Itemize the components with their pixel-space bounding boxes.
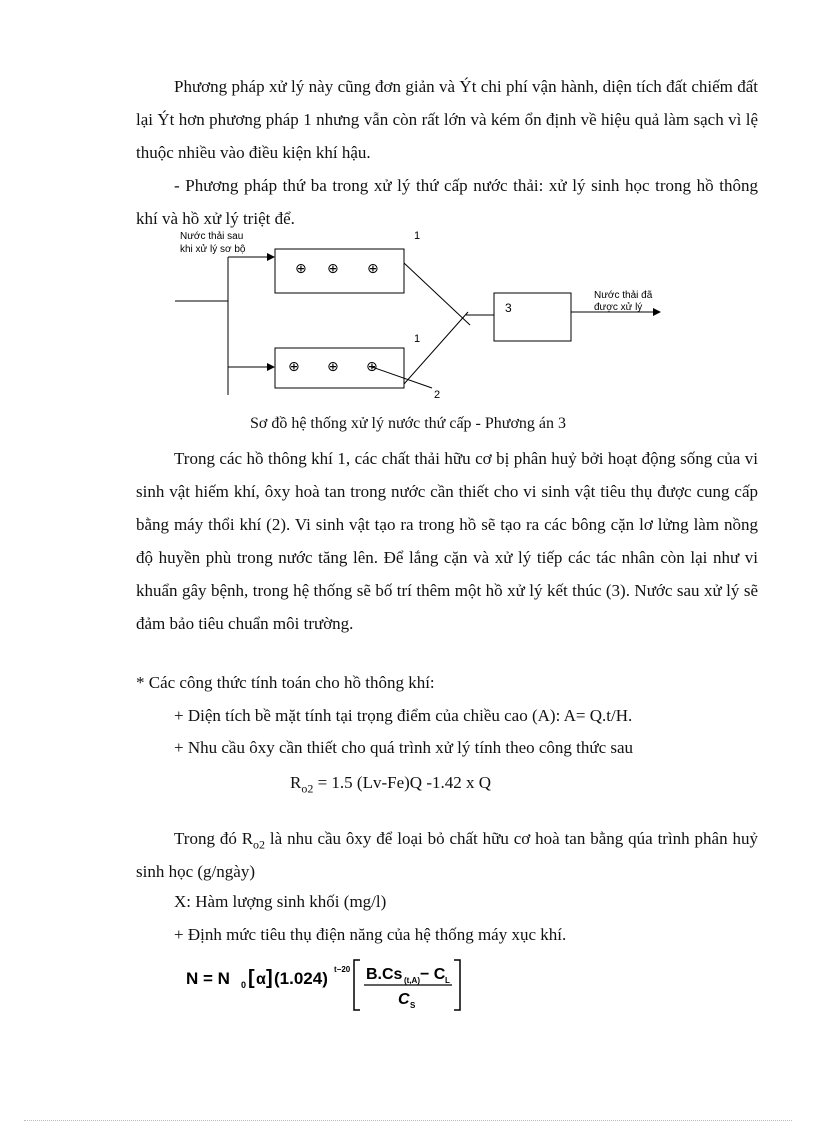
bracket-open: [ xyxy=(248,967,255,989)
paragraph-intro: Phương pháp xử lý này cũng đơn giản và Ýt chi phí vận hành, diện tích đất chiếm đất lại Ýt hơn phương pháp 1 nhưng vẫn còn rất lớn và kém ổn định về hiệu quả làm sạch vì lệ thuộc nhiều vào điều kiện khí hậu. xyxy=(136,77,758,162)
output-label-line2: được xử lý xyxy=(594,302,643,313)
formula-energy-consumption xyxy=(186,952,486,1014)
final-pond-number: 3 xyxy=(505,301,512,315)
bullet-energy: + Định mức tiêu thụ điện năng của hệ thống máy xục khí. xyxy=(174,925,567,944)
formula-exponent: t−20 xyxy=(334,965,351,974)
right-square-bracket xyxy=(454,960,460,1010)
bottom-pond-number: 1 xyxy=(414,333,421,345)
formula-rhs: = 1.5 (Lv-Fe)Q -1.42 x Q xyxy=(313,773,492,792)
page-bottom-divider xyxy=(24,1120,792,1121)
diagram-caption: Sơ đồ hệ thống xử lý nước thứ cấp - Phương án 3 xyxy=(249,415,567,432)
aerator-icon: ⊕ xyxy=(288,358,300,374)
paragraph-where xyxy=(136,822,758,888)
top-pond-number: 1 xyxy=(414,230,421,242)
formula-alpha: α xyxy=(256,971,266,988)
output-label-line1: Nước thải đã xyxy=(594,290,653,301)
formula-denominator-subscript: S xyxy=(410,1001,416,1010)
blower-pointer-line xyxy=(372,367,432,388)
formulas-heading: * Các công thức tính toán cho hồ thông khí: xyxy=(136,673,435,692)
bullet-surface-area: + Diện tích bề mặt tính tại trọng điểm của chiều cao (A): A= Q.t/H. xyxy=(174,706,633,725)
formula-n-lhs: N = N xyxy=(186,969,230,988)
bottom-outflow-pipe xyxy=(404,312,468,384)
paragraph-process-description: Trong các hồ thông khí 1, các chất thải hữu cơ bị phân huỷ bởi hoạt động sống của vi sinh vật hiếm khí, ôxy hoà tan trong nước cần thiết cho vi sinh vật tiêu thụ được cung cấp bằng máy thổi khí (2). Vi sinh vật tạo ra trong hồ sẽ tạo ra các bông cặn lơ lửng làm nồng độ huyền phù trong nước tăng lên. Để lắng cặn và xử lý tiếp các tác nhân còn lại như vi khuẩn gây bệnh, trong hệ thống sẽ bố trí thêm một hồ xử lý kết thúc (3). Nước sau xử lý sẽ đảm bảo tiêu chuẩn môi trường. xyxy=(136,449,758,633)
input-label-line1: Nước thải sau xyxy=(180,231,244,242)
aerator-icon: ⊕ xyxy=(327,358,339,374)
formula-numerator-subscript: (t,A) xyxy=(404,976,420,985)
input-label-line2: khi xử lý sơ bộ xyxy=(180,244,246,255)
bullet-oxygen-demand: + Nhu cầu ôxy cần thiết cho quá trình xử lý tính theo công thức sau xyxy=(174,738,634,757)
left-square-bracket xyxy=(354,960,360,1010)
formula-n0-subscript: 0 xyxy=(241,980,247,990)
aerator-icon: ⊕ xyxy=(366,358,378,374)
formula-lhs: R xyxy=(290,773,302,792)
formula-cl-subscript: L xyxy=(445,976,450,985)
aerator-icon: ⊕ xyxy=(327,260,339,276)
formula-minus-cl: − C xyxy=(420,966,446,983)
formula-oxygen-demand xyxy=(290,772,491,799)
paragraph-method-three: - Phương pháp thứ ba trong xử lý thứ cấp nước thải: xử lý sinh học trong hồ thông khí và hồ xử lý triệt để. xyxy=(136,176,758,228)
formula-denominator: C xyxy=(398,991,410,1008)
aerator-icon: ⊕ xyxy=(295,260,307,276)
bracket-close: ] xyxy=(266,967,273,989)
where-subscript: o2 xyxy=(253,837,266,852)
blower-number: 2 xyxy=(434,389,441,401)
biomass-definition: X: Hàm lượng sinh khối (mg/l) xyxy=(174,892,387,911)
aerator-icon: ⊕ xyxy=(367,260,379,276)
formula-lhs-subscript: o2 xyxy=(301,781,314,796)
where-prefix: Trong đó R xyxy=(174,829,254,848)
top-outflow-pipe xyxy=(404,263,470,325)
where-rest: là nhu cầu ôxy để loại bỏ chất hữu cơ hoà tan bằng qúa trình phân huỷ sinh học (g/ngày) xyxy=(136,829,758,881)
treatment-flow-diagram xyxy=(0,0,816,410)
formula-numerator: B.Cs xyxy=(366,966,403,983)
formula-base: (1.024) xyxy=(274,969,328,988)
